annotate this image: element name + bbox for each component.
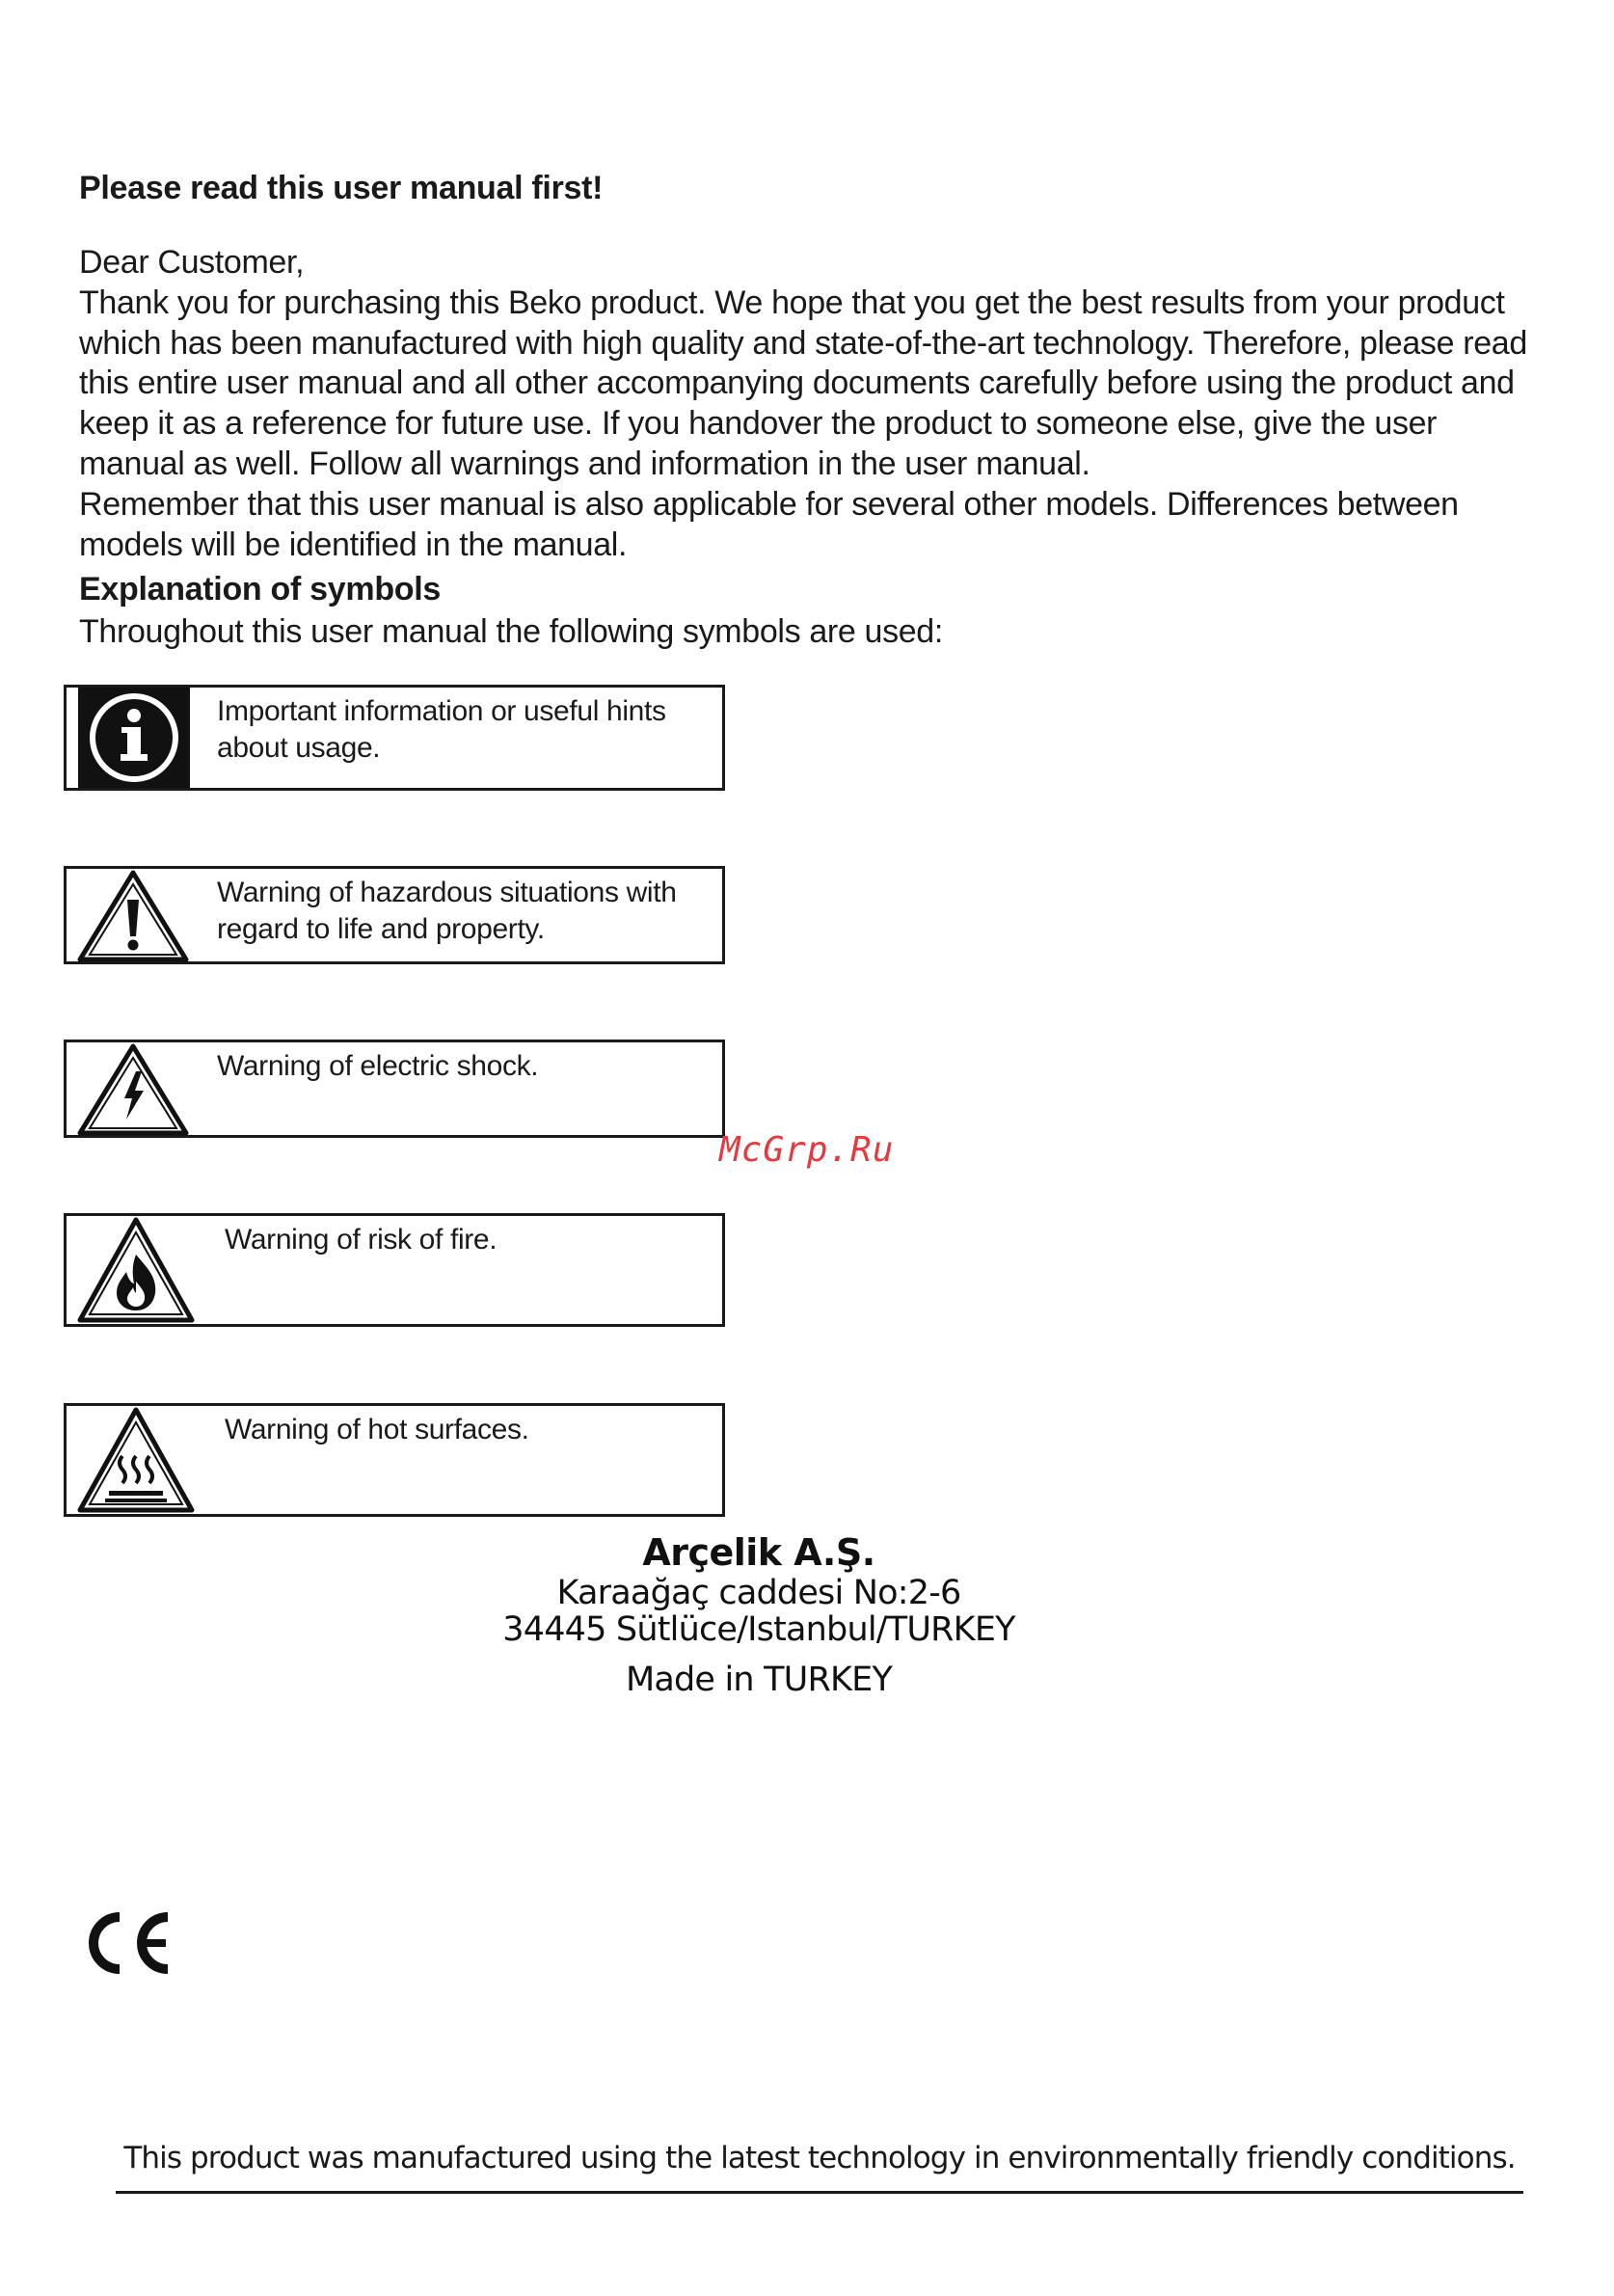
company-name: Arçelik A.Ş. xyxy=(642,1531,875,1574)
warning-icon xyxy=(76,869,182,961)
company-city: 34445 Sütlüce/Istanbul/TURKEY xyxy=(502,1610,1015,1649)
info-icon xyxy=(78,688,184,788)
symbol-box-fire xyxy=(64,1213,725,1327)
symbol-box-info xyxy=(64,685,725,791)
intro-paragraph-2: Remember that this user manual is also applicable for several other models. Differences between models will be identified in the manual. xyxy=(79,485,1459,563)
electric-shock-icon xyxy=(76,1042,182,1135)
symbol-text-info: Important information or useful hints about usage. xyxy=(217,695,666,764)
footer-statement: This product was manufactured using the latest technology in environmentally friendly conditions. xyxy=(123,2141,1516,2175)
salutation: Dear Customer, xyxy=(79,244,305,281)
fire-icon xyxy=(76,1216,182,1324)
symbols-title: Explanation of symbols xyxy=(79,571,442,608)
footer-rule xyxy=(116,2191,1523,2194)
symbol-box-hot xyxy=(64,1403,725,1517)
hot-surface-icon xyxy=(76,1406,182,1514)
symbol-box-electric xyxy=(64,1040,725,1138)
symbol-text-hot: Warning of hot surfaces. xyxy=(225,1414,529,1445)
intro-text xyxy=(79,243,1545,565)
symbol-text-warning: Warning of hazardous situations with regard to life and property. xyxy=(217,877,677,945)
watermark-text: McGrp.Ru xyxy=(719,1130,895,1170)
symbol-box-warning xyxy=(64,866,725,964)
intro-paragraph-1: Thank you for purchasing this Beko product. We hope that you get the best results from your product which has been manufactured with high quality and state-of-the-art technology. Therefore, please read this entire user manual and all other accompanying documents carefully before using the product and keep it as a reference for future use. If you handover the product to someone else, give the user manual as well. Follow all warnings and information in the user manual. xyxy=(79,284,1527,482)
symbol-text-electric: Warning of electric shock. xyxy=(217,1050,539,1082)
company-street: Karaağaç caddesi No:2-6 xyxy=(556,1574,961,1612)
made-in-label: Made in TURKEY xyxy=(625,1661,893,1699)
manual-heading: Please read this user manual first! xyxy=(79,170,604,206)
symbol-text-fire: Warning of risk of fire. xyxy=(225,1224,498,1256)
ce-mark-icon xyxy=(77,1911,174,1980)
symbols-subtitle: Throughout this user manual the following symbols are used: xyxy=(79,613,943,650)
